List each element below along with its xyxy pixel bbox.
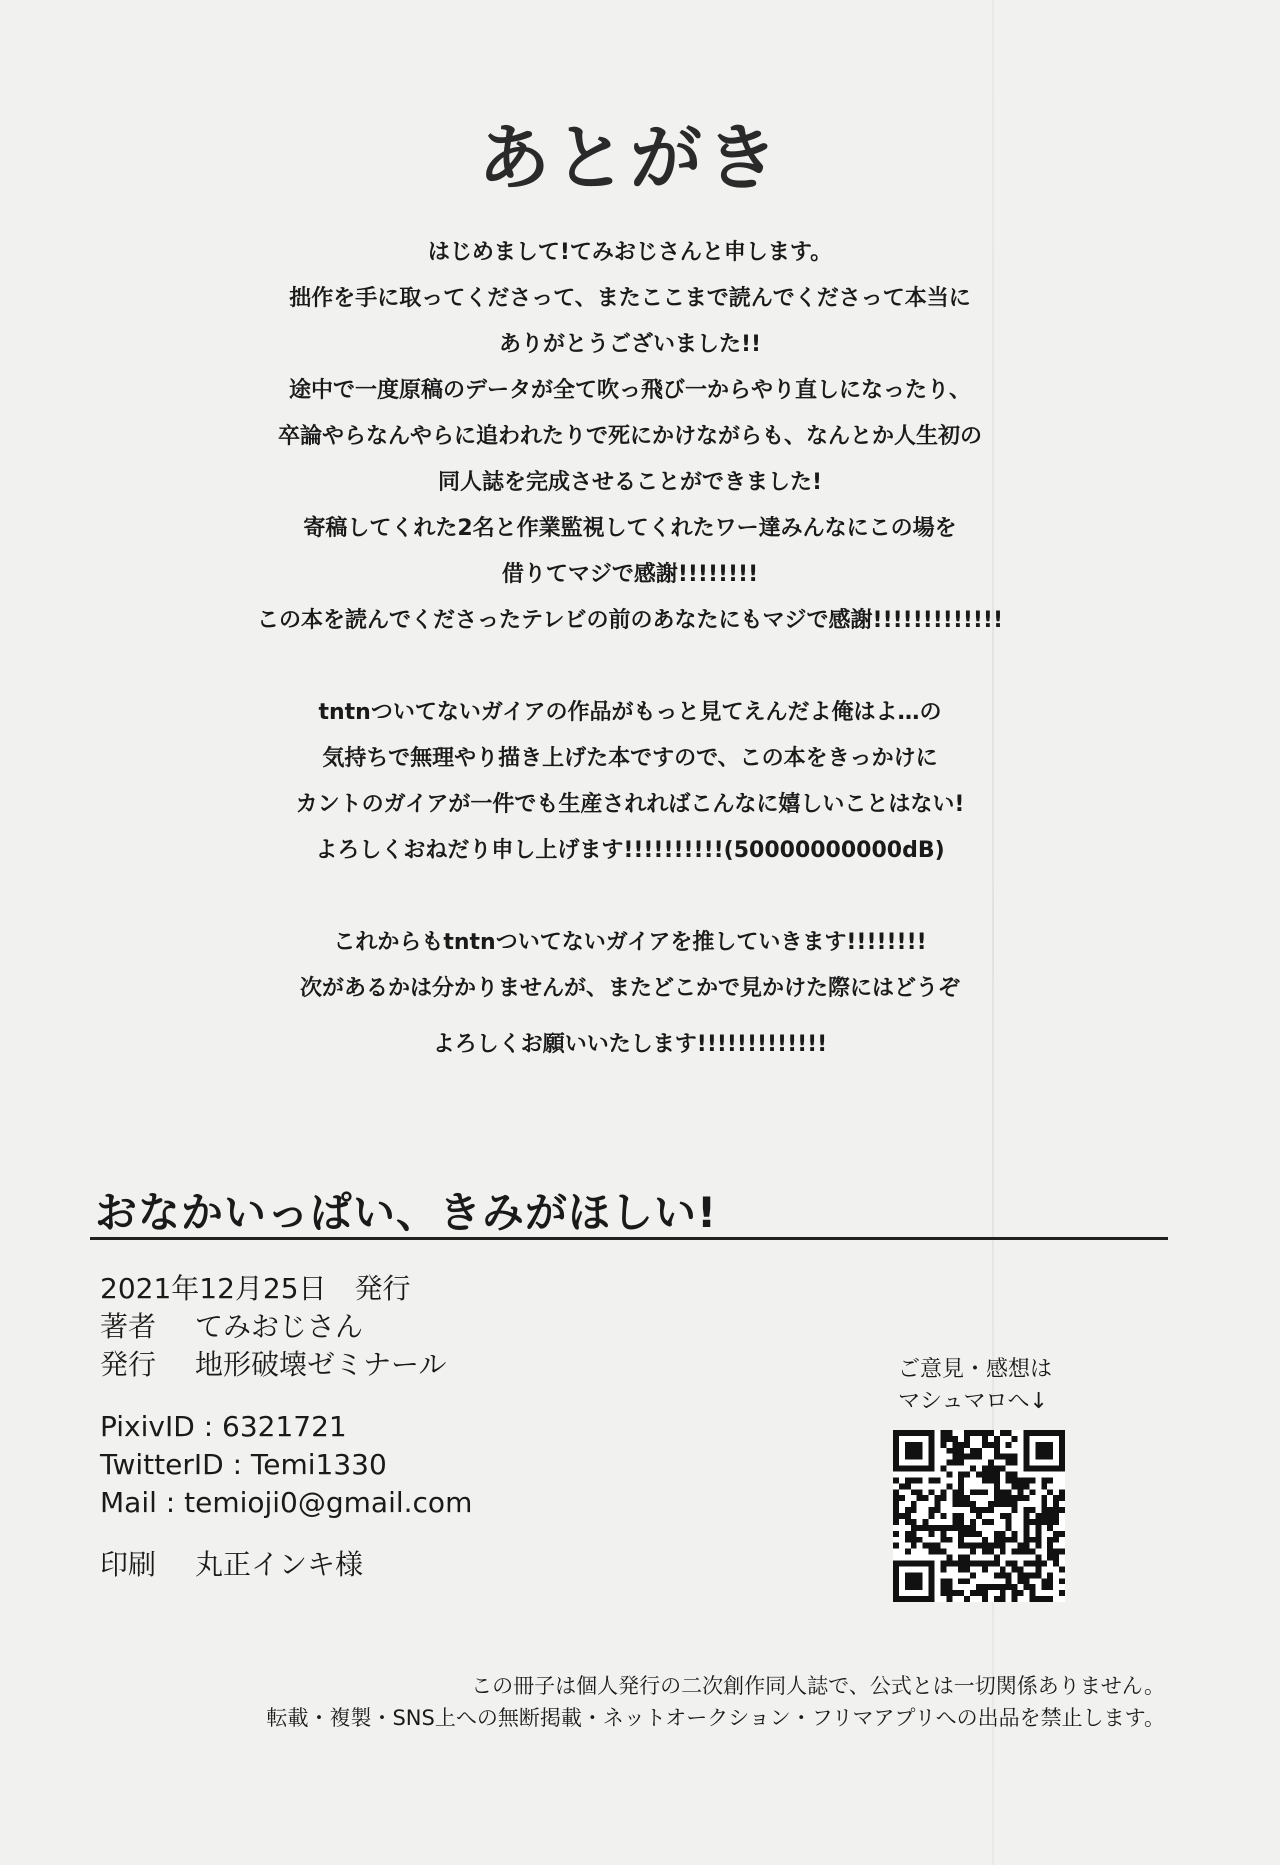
afterword-line: 拙作を手に取ってくださって、またここまで読んでくださって本当に <box>289 286 971 311</box>
afterword-line: 卒論やらなんやらに追われたりで死にかけながらも、なんとか人生初の <box>277 424 982 449</box>
afterword-line: これからもtntnついてないガイアを推していきます!!!!!!!! <box>333 930 927 955</box>
publisher-name: 地形破壊ゼミナール <box>195 1348 447 1381</box>
mail-address: Mail : temioji0@gmail.com <box>100 1486 473 1519</box>
afterword-body <box>200 230 1060 1068</box>
afterword-line: はじめまして!てみおじさんと申します。 <box>427 240 833 265</box>
afterword-line: 途中で一度原稿のデータが全て吹っ飛び一からやり直しになったり、 <box>288 378 971 403</box>
afterword-line: 寄稿してくれた2名と作業監視してくれたワー達みんなにこの場を <box>303 516 957 541</box>
disclaimer-line: この冊子は個人発行の二次創作同人誌で、公式とは一切関係ありません。 <box>471 1674 1165 1698</box>
afterword-line: ありがとうございました!! <box>498 332 762 357</box>
twitter-id: TwitterID : Temi1330 <box>100 1448 387 1481</box>
afterword-line: 気持ちで無理やり描き上げた本ですので、この本をきっかけに <box>322 746 938 771</box>
printer-label: 印刷 <box>100 1548 157 1581</box>
page-title: あとがき <box>477 116 782 200</box>
afterword-line: 次があるかは分かりませんが、またどこかで見かけた際にはどうぞ <box>299 976 960 1001</box>
disclaimer <box>266 1670 1165 1734</box>
qr-caption-line: マシュマロへ↓ <box>898 1389 1048 1414</box>
author-row <box>100 1308 472 1346</box>
publisher-label: 発行 <box>100 1348 157 1381</box>
qr-caption-line: ご意見・感想は <box>898 1357 1053 1382</box>
author-name: てみおじさん <box>195 1310 364 1343</box>
qr-code-icon[interactable] <box>893 1430 1065 1602</box>
author-label: 著者 <box>100 1310 157 1343</box>
publish-date: 2021年12月25日 発行 <box>100 1272 411 1305</box>
afterword-line: tntnついてないガイアの作品がもっと見てえんだよ俺はよ…の <box>318 700 942 725</box>
colophon <box>100 1270 472 1584</box>
afterword-line: よろしくお願いいたします!!!!!!!!!!!!! <box>432 1032 828 1057</box>
qr-caption <box>898 1354 1098 1418</box>
disclaimer-line: 転載・複製・SNS上への無断掲載・ネットオークション・フリマアプリへの出品を禁止します。 <box>266 1706 1165 1730</box>
afterword-line: 同人誌を完成させることができました! <box>437 470 823 495</box>
printer-row <box>100 1546 472 1584</box>
afterword-line: 借りてマジで感謝!!!!!!!! <box>501 562 759 587</box>
printer-name: 丸正インキ様 <box>195 1548 364 1581</box>
afterword-line: この本を読んでくださったテレビの前のあなたにもマジで感謝!!!!!!!!!!!!! <box>257 608 1003 633</box>
book-title: おなかいっぱい、きみがほしい! <box>95 1188 718 1237</box>
afterword-line: カントのガイアが一件でも生産されればこんなに嬉しいことはない! <box>295 792 965 817</box>
afterword-line: よろしくおねだり申し上げます!!!!!!!!!!(50000000000dB) <box>315 838 945 863</box>
publisher-row <box>100 1346 472 1384</box>
title-underline <box>90 1237 1168 1240</box>
pixiv-id: PixivID : 6321721 <box>100 1410 347 1443</box>
